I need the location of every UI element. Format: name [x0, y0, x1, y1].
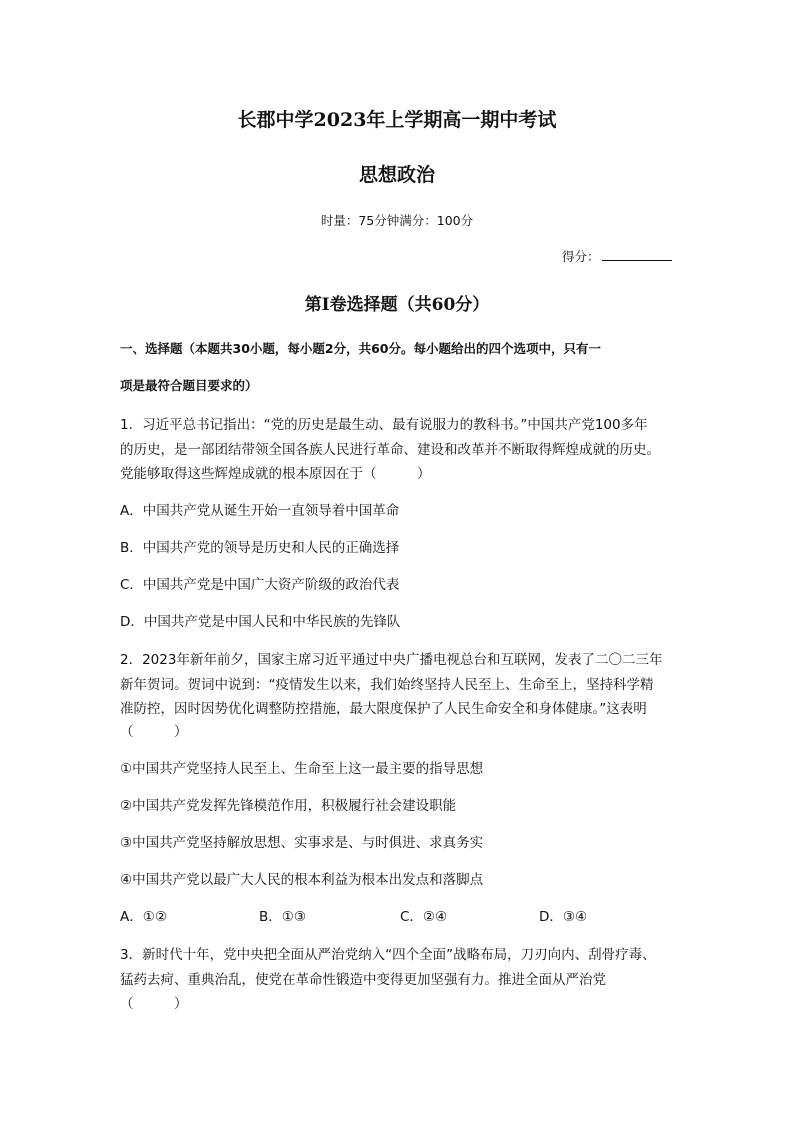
- q1-option-b: B．中国共产党的领导是历史和人民的正确选择: [120, 540, 400, 556]
- q2-choice-a: A．①②: [120, 909, 167, 925]
- q2-stem-1: 2．2023年新年前夕，国家主席习近平通过中央广播电视总台和互联网，发表了二〇二三年: [120, 652, 663, 668]
- q2-choice-c: C．②④: [400, 909, 448, 925]
- q1-option-d: D．中国共产党是中国人民和中华民族的先锋队: [120, 614, 401, 630]
- q2-statement-4: ④中国共产党以最广大人民的根本利益为根本出发点和落脚点: [120, 872, 484, 888]
- q2-statement-1: ①中国共产党坚持人民至上、生命至上这一最主要的指导思想: [120, 761, 484, 777]
- score-field: [562, 247, 672, 265]
- q2-choice-d: D．③④: [539, 909, 588, 925]
- score-blank: [602, 248, 672, 261]
- q3-stem-2: 猛药去疴、重典治乱，使党在革命性锻造中变得更加坚强有力。推进全面从严治党: [120, 972, 606, 988]
- subject-title: 思想政治: [358, 164, 435, 186]
- section-title: 第Ⅰ卷选择题（共60分）: [304, 295, 490, 315]
- q1-stem-1: 1．习近平总书记指出：“党的历史是最生动、最有说服力的教科书。”中国共产党100多年: [120, 417, 648, 433]
- section-instruction-2: 项是最符合题目要求的）: [120, 378, 258, 393]
- q1-option-a: A．中国共产党从诞生开始一直领导着中国革命: [120, 503, 400, 519]
- q2-stem-3: 准防控，因时因势优化调整防控措施，最大限度保护了人民生命安全和身体健康。”这表明: [120, 701, 647, 717]
- q1-option-c: C．中国共产党是中国广大资产阶级的政治代表: [120, 577, 400, 593]
- q2-statement-2: ②中国共产党发挥先锋模范作用，积极履行社会建设职能: [120, 798, 457, 814]
- q3-stem-1: 3．新时代十年，党中央把全面从严治党纳入“四个全面”战略布局，刀刃向内、刮骨疗毒、: [120, 947, 656, 963]
- q2-statement-3: ③中国共产党坚持解放思想、实事求是、与时俱进、求真务实: [120, 835, 484, 851]
- q2-stem-4: （ ）: [120, 724, 188, 740]
- q2-choice-b: B．①③: [259, 909, 306, 925]
- exam-title: 长郡中学2023年上学期高一期中考试: [237, 109, 557, 131]
- exam-meta: 时量：75分钟满分：100分: [320, 213, 474, 228]
- section-instruction-1: 一、选择题（本题共30小题，每小题2分，共60分。每小题给出的四个选项中，只有一: [120, 341, 601, 356]
- q2-stem-2: 新年贺词。贺词中说到：“疫情发生以来，我们始终坚持人民至上、生命至上，坚持科学精: [120, 677, 654, 693]
- q1-stem-3: 党能够取得这些辉煌成就的根本原因在于（ ）: [120, 466, 431, 482]
- q1-stem-2: 的历史，是一部团结带领全国各族人民进行革命、建设和改革并不断取得辉煌成就的历史。: [120, 442, 660, 458]
- score-label: 得分：: [562, 249, 600, 264]
- q3-stem-3: （ ）: [120, 996, 188, 1012]
